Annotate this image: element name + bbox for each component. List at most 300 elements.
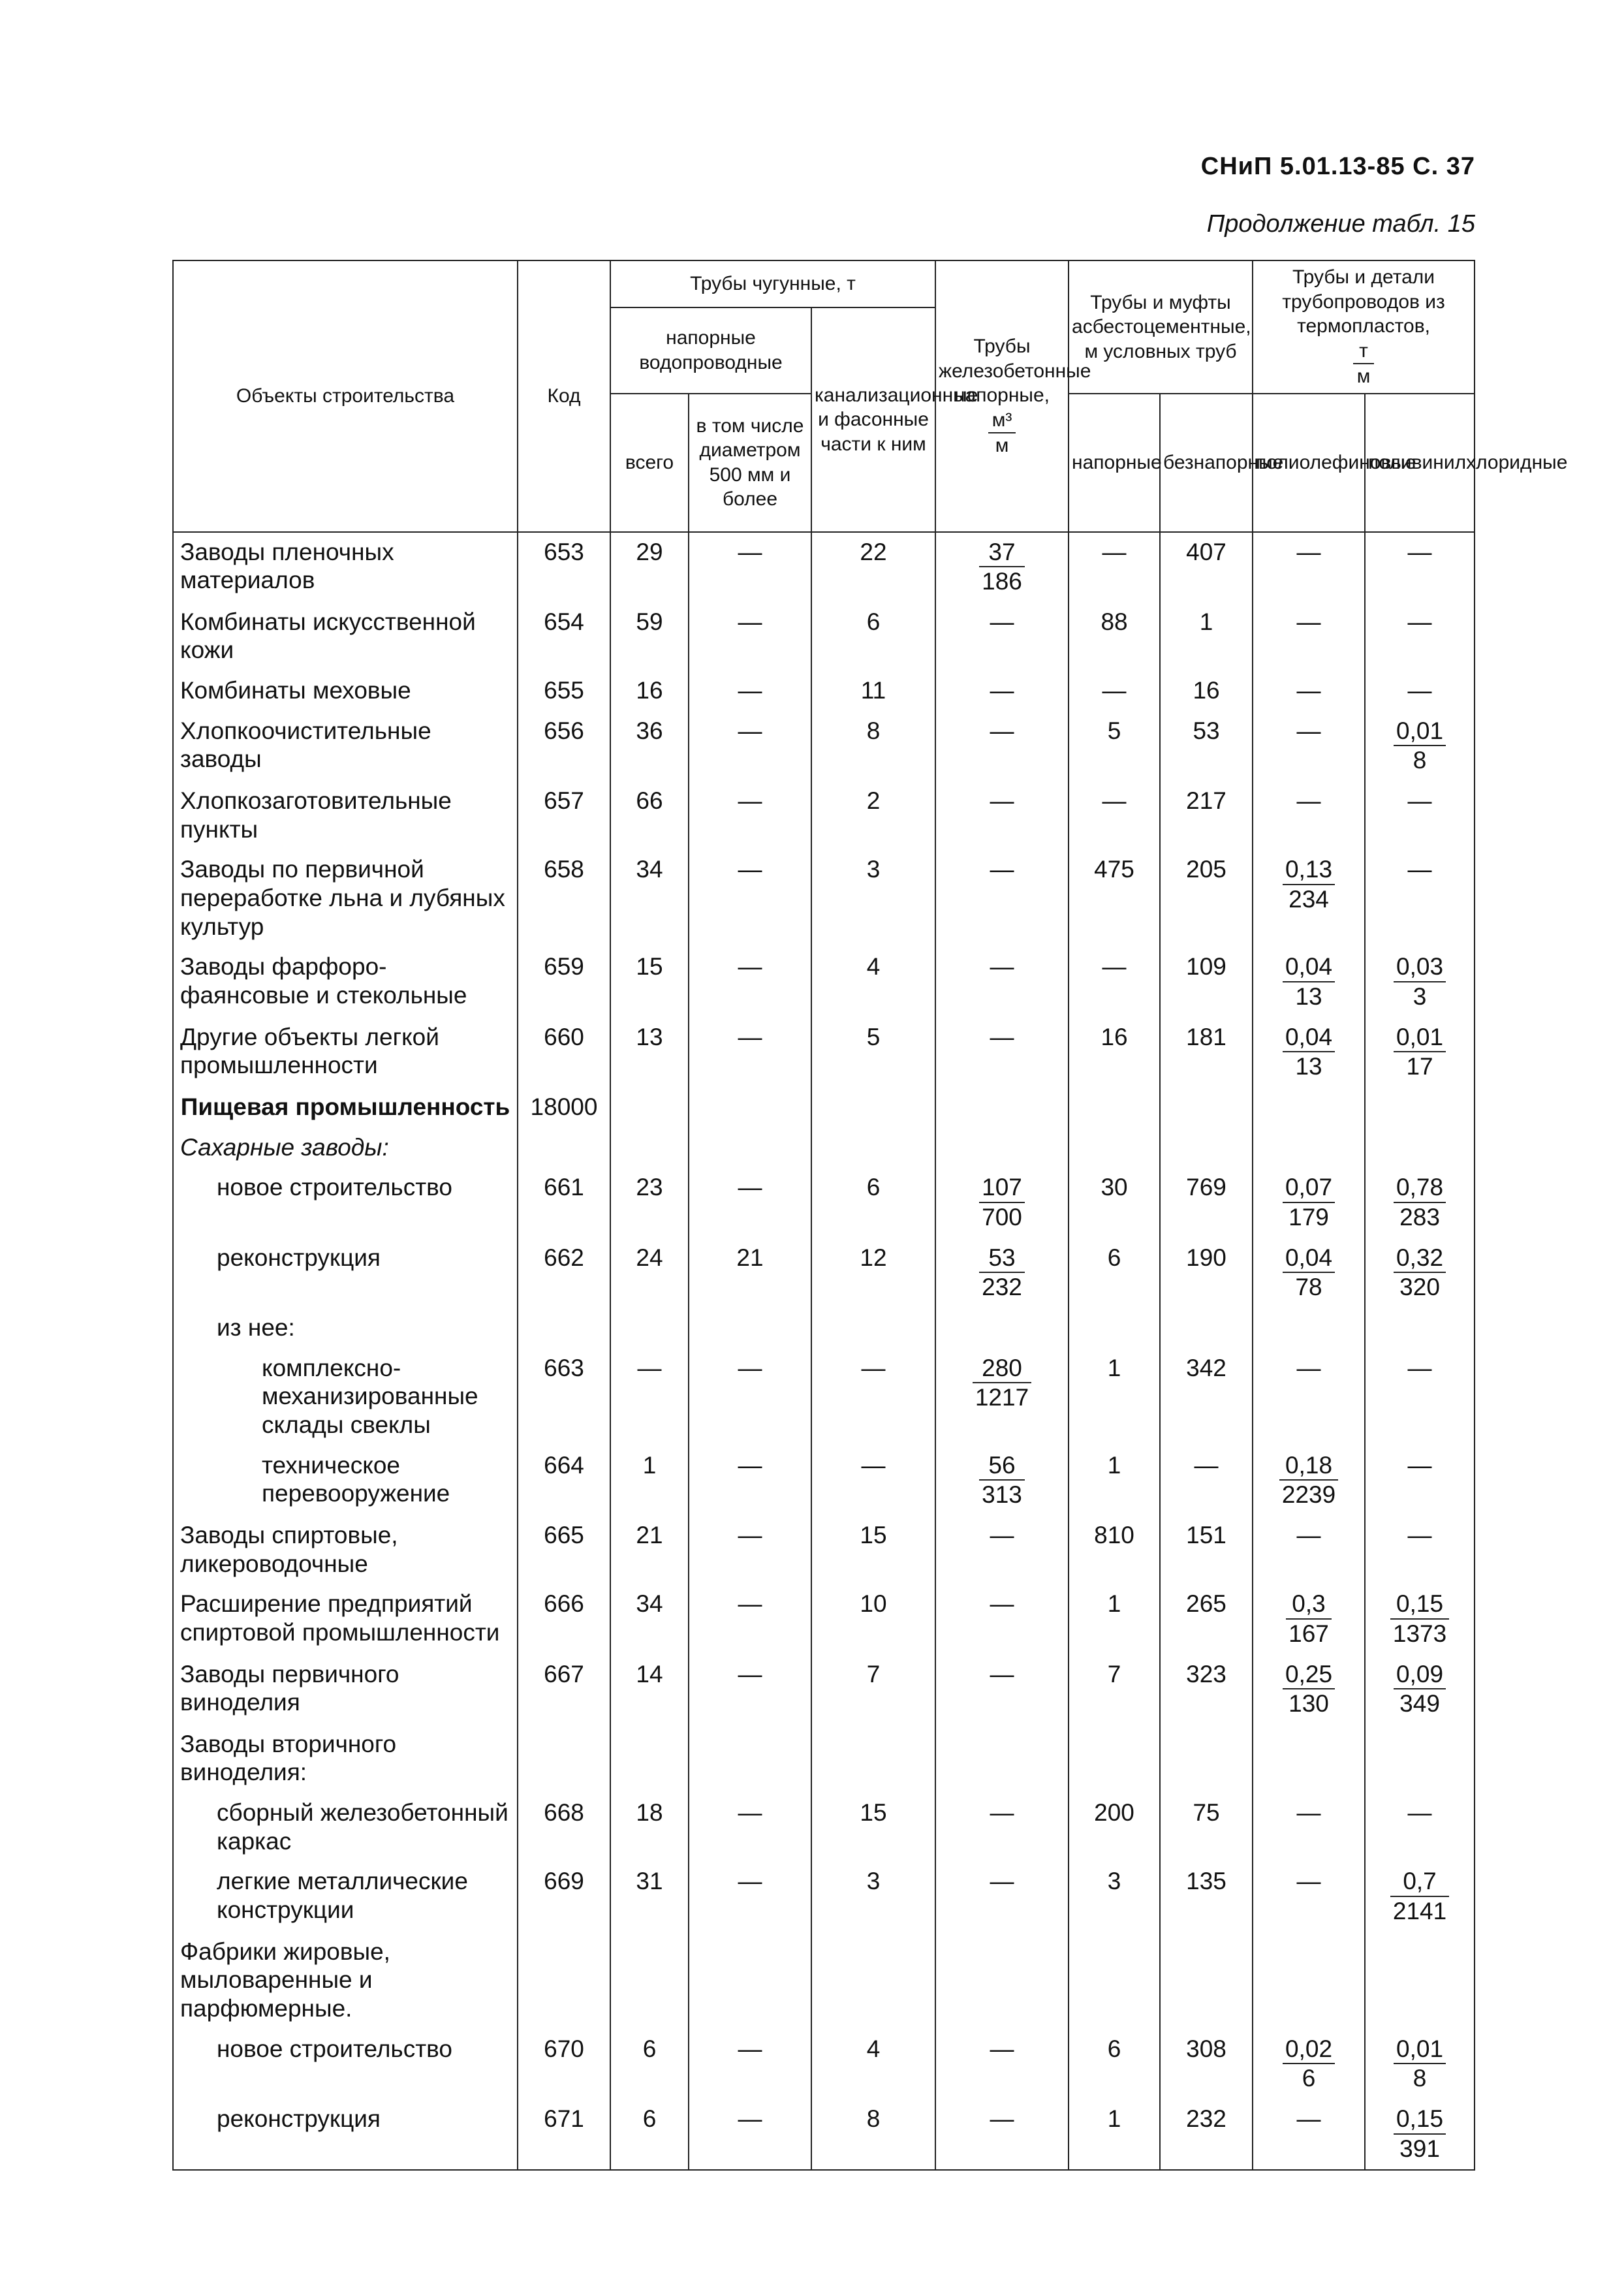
cell-rc-pipes: — [935, 1655, 1069, 1725]
fraction-denominator: 283 [1399, 1203, 1440, 1231]
cell-code: 663 [518, 1349, 610, 1446]
cell-asb-pressure: 6 [1069, 2030, 1160, 2099]
cell-polyolefin [1253, 1308, 1365, 1349]
table-row [173, 1584, 1475, 1654]
cell-sewer [811, 1725, 935, 1793]
cell-asb-nonpressure: 16 [1160, 671, 1253, 712]
cell-code: 670 [518, 2030, 610, 2099]
cell-polyolefin [1253, 1018, 1365, 1088]
cell-pvc: — [1365, 1349, 1475, 1446]
col-objects-header: Объекты строительства [173, 260, 518, 532]
cell-incl-500: — [689, 671, 811, 712]
pipes-table [172, 260, 1568, 2171]
cell-rc-pipes: — [935, 1516, 1069, 1584]
col-thermo-header [1253, 260, 1475, 394]
cell-pvc [1365, 1584, 1475, 1654]
fraction-value [1390, 1590, 1449, 1648]
fraction-value [1390, 1867, 1449, 1925]
cell-asb-pressure: 475 [1069, 850, 1160, 947]
cell-object: из нее: [173, 1308, 518, 1349]
col-asb-nonpressure-header: безнапорные [1160, 394, 1253, 532]
table-row [173, 532, 1475, 603]
cell-object: Расширение предприятий спиртовой промышленности [173, 1584, 518, 1654]
col-sewer-header: канализационные и фасонные части к ним [811, 307, 935, 532]
cell-pvc [1365, 1018, 1475, 1088]
cell-rc-pipes [935, 1308, 1069, 1349]
cell-total: 34 [610, 1584, 689, 1654]
cell-object: Пищевая промышленность [173, 1088, 518, 1128]
cell-rc-pipes: — [935, 603, 1069, 671]
table-header [173, 260, 1568, 532]
cell-code: 662 [518, 1238, 610, 1308]
fraction-numerator: 0,01 [1394, 2035, 1446, 2065]
fraction-numerator: 0,07 [1283, 1173, 1335, 1203]
cell-rc-pipes: — [935, 712, 1069, 781]
cell-object: Заводы пленочных материалов [173, 532, 518, 603]
table-row [173, 1018, 1475, 1088]
cell-asb-nonpressure: — [1160, 1446, 1253, 1516]
cell-code: 18000 [518, 1088, 610, 1128]
cell-incl-500: — [689, 603, 811, 671]
fraction-numerator: 0,03 [1394, 952, 1446, 982]
rc-unit-num: м³ [988, 408, 1016, 434]
cell-polyolefin: — [1253, 671, 1365, 712]
cell-sewer: 6 [811, 1168, 935, 1238]
cell-asb-nonpressure [1160, 1088, 1253, 1128]
fraction-numerator: 107 [979, 1173, 1025, 1203]
cell-code: 656 [518, 712, 610, 781]
cell-incl-500 [689, 1088, 811, 1128]
cell-rc-pipes [935, 1725, 1069, 1793]
fraction-denominator: 349 [1399, 1690, 1440, 1718]
fraction-numerator: 0,04 [1283, 1023, 1335, 1053]
fraction-numerator: 0,04 [1283, 1244, 1335, 1274]
cell-total: 24 [610, 1238, 689, 1308]
cell-object: Заводы первичного виноделия [173, 1655, 518, 1725]
cell-rc-pipes: — [935, 1584, 1069, 1654]
cell-incl-500 [689, 1308, 811, 1349]
fraction-denominator: 320 [1399, 1274, 1440, 1301]
cell-sewer: 4 [811, 947, 935, 1017]
cell-total: 13 [610, 1018, 689, 1088]
cell-sewer: 7 [811, 1655, 935, 1725]
cell-pvc: — [1365, 1516, 1475, 1584]
cell-incl-500: — [689, 1793, 811, 1862]
cell-object: новое строительство [173, 1168, 518, 1238]
cell-polyolefin: — [1253, 2099, 1365, 2170]
cell-code: 666 [518, 1584, 610, 1654]
cell-pvc [1365, 1168, 1475, 1238]
fraction-value [1283, 1244, 1335, 1302]
col-pvc-header: поливинилхлоридные [1365, 394, 1475, 532]
cell-asb-pressure: 5 [1069, 712, 1160, 781]
cell-incl-500: — [689, 712, 811, 781]
cell-total: 1 [610, 1446, 689, 1516]
cell-rc-pipes: — [935, 1793, 1069, 1862]
cell-asb-pressure [1069, 1308, 1160, 1349]
cell-total: 66 [610, 781, 689, 850]
fraction-denominator: 234 [1288, 886, 1329, 913]
cell-code: 657 [518, 781, 610, 850]
cell-sewer: 15 [811, 1793, 935, 1862]
cell-asb-nonpressure: 308 [1160, 2030, 1253, 2099]
cell-object: сборный железобетонный каркас [173, 1793, 518, 1862]
cell-pvc [1365, 1128, 1475, 1169]
cell-asb-nonpressure: 265 [1160, 1584, 1253, 1654]
cell-rc-pipes: — [935, 2030, 1069, 2099]
col-code-header: Код [518, 260, 610, 532]
cell-object: Заводы спиртовые, ликероводочные [173, 1516, 518, 1584]
table-row [173, 1088, 1475, 1128]
table-row [173, 603, 1475, 671]
cell-pvc: — [1365, 603, 1475, 671]
cell-code: 658 [518, 850, 610, 947]
fraction-denominator: 1373 [1392, 1620, 1447, 1647]
cell-object: новое строительство [173, 2030, 518, 2099]
cell-asb-pressure: 1 [1069, 1584, 1160, 1654]
cell-incl-500: — [689, 1446, 811, 1516]
cell-incl-500: — [689, 1349, 811, 1446]
cell-pvc: — [1365, 1793, 1475, 1862]
cell-asb-nonpressure: 181 [1160, 1018, 1253, 1088]
cell-asb-pressure [1069, 1128, 1160, 1169]
fraction-value [979, 538, 1025, 596]
cell-asb-nonpressure: 151 [1160, 1516, 1253, 1584]
thermo-label: Трубы и детали трубопроводов из термопластов, [1282, 266, 1445, 337]
thermo-unit-num: т [1353, 339, 1375, 365]
table-row [173, 1793, 1475, 1862]
fraction-numerator: 0,09 [1394, 1660, 1446, 1690]
cell-sewer: 4 [811, 2030, 935, 2099]
fraction-denominator: 179 [1288, 1203, 1329, 1231]
cell-pvc [1365, 1725, 1475, 1793]
cell-pvc [1365, 1088, 1475, 1128]
cell-total: 36 [610, 712, 689, 781]
fraction-numerator: 0,15 [1390, 1590, 1449, 1620]
fraction-numerator: 0,3 [1286, 1590, 1332, 1620]
fraction-value [1279, 1451, 1338, 1509]
table-row [173, 1932, 1475, 2030]
thermo-unit [1353, 339, 1375, 389]
cell-asb-nonpressure: 135 [1160, 1862, 1253, 1932]
cell-sewer [811, 1932, 935, 2030]
fraction-numerator: 0,15 [1394, 2105, 1446, 2135]
cell-asb-nonpressure: 217 [1160, 781, 1253, 850]
fraction-value [1394, 1244, 1446, 1302]
cell-object: реконструкция [173, 1238, 518, 1308]
fraction-denominator: 6 [1302, 2065, 1316, 2092]
cell-polyolefin [1253, 2030, 1365, 2099]
fraction-value [1283, 1660, 1335, 1718]
cell-asb-nonpressure [1160, 1725, 1253, 1793]
fraction-numerator: 37 [979, 538, 1025, 568]
cell-polyolefin: — [1253, 712, 1365, 781]
fraction-denominator: 700 [982, 1203, 1022, 1231]
cell-object: Другие объекты легкой промышленности [173, 1018, 518, 1088]
cell-code: 669 [518, 1862, 610, 1932]
table-row [173, 947, 1475, 1017]
cell-asb-pressure: 88 [1069, 603, 1160, 671]
fraction-value [1394, 1660, 1446, 1718]
cell-sewer: — [811, 1349, 935, 1446]
cell-code: 668 [518, 1793, 610, 1862]
cell-asb-pressure: — [1069, 947, 1160, 1017]
cell-polyolefin: — [1253, 1862, 1365, 1932]
fraction-value [973, 1354, 1031, 1412]
cell-pvc: — [1365, 850, 1475, 947]
cell-sewer: 5 [811, 1018, 935, 1088]
cell-object: легкие металлические конструкции [173, 1862, 518, 1932]
cell-asb-pressure: 200 [1069, 1793, 1160, 1862]
fraction-value [979, 1451, 1025, 1509]
cell-rc-pipes: — [935, 1018, 1069, 1088]
cell-incl-500 [689, 1932, 811, 2030]
cell-code: 660 [518, 1018, 610, 1088]
cell-total: 59 [610, 603, 689, 671]
fraction-denominator: 232 [982, 1274, 1022, 1301]
cell-total: 31 [610, 1862, 689, 1932]
cell-code [518, 1308, 610, 1349]
cell-object: Сахарные заводы: [173, 1128, 518, 1169]
fraction-numerator: 0,01 [1394, 717, 1446, 747]
cell-asb-nonpressure: 109 [1160, 947, 1253, 1017]
cell-sewer: 10 [811, 1584, 935, 1654]
cell-polyolefin [1253, 1168, 1365, 1238]
rc-unit-den: м [995, 435, 1009, 456]
fraction-numerator: 56 [979, 1451, 1025, 1481]
fraction-denominator: 313 [982, 1481, 1022, 1509]
fraction-denominator: 8 [1413, 2065, 1427, 2092]
fraction-numerator: 0,04 [1283, 952, 1335, 982]
cell-object: реконструкция [173, 2099, 518, 2170]
table-row [173, 1349, 1475, 1446]
fraction-numerator: 0,13 [1283, 855, 1335, 885]
cell-asb-pressure: 3 [1069, 1862, 1160, 1932]
cell-rc-pipes: — [935, 947, 1069, 1017]
cell-incl-500: — [689, 532, 811, 603]
fraction-denominator: 8 [1413, 747, 1427, 774]
cell-pvc [1365, 1862, 1475, 1932]
table-row [173, 1128, 1475, 1169]
cell-incl-500 [689, 1725, 811, 1793]
cell-object: Заводы фарфоро-фаянсовые и стекольные [173, 947, 518, 1017]
cell-sewer: 3 [811, 850, 935, 947]
cell-total: 15 [610, 947, 689, 1017]
cell-sewer: 22 [811, 532, 935, 603]
table-row [173, 850, 1475, 947]
cell-object: Хлопкозаготовительные пункты [173, 781, 518, 850]
cell-total: 18 [610, 1793, 689, 1862]
fraction-denominator: 1217 [975, 1384, 1029, 1411]
cell-rc-pipes [935, 1168, 1069, 1238]
cell-pvc [1365, 1308, 1475, 1349]
fraction-denominator: 13 [1295, 1053, 1322, 1080]
cell-rc-pipes [935, 1932, 1069, 2030]
cell-pvc: — [1365, 532, 1475, 603]
cell-total [610, 1725, 689, 1793]
cell-asb-pressure: 16 [1069, 1018, 1160, 1088]
fraction-numerator: 53 [979, 1244, 1025, 1274]
col-polyolefin-header: полиолефиновые [1253, 394, 1365, 532]
thermo-unit-den: м [1356, 366, 1371, 387]
cell-rc-pipes: — [935, 671, 1069, 712]
cell-code: 654 [518, 603, 610, 671]
cell-rc-pipes [935, 532, 1069, 603]
fraction-denominator: 13 [1295, 983, 1322, 1011]
document-code: СНиП 5.01.13-85 С. 37 [1200, 153, 1475, 180]
table-row [173, 712, 1475, 781]
cell-polyolefin: — [1253, 1793, 1365, 1862]
col-cast-iron-header: Трубы чугунные, т [610, 260, 935, 307]
cell-pvc [1365, 2030, 1475, 2099]
cell-code [518, 1725, 610, 1793]
cell-sewer: 3 [811, 1862, 935, 1932]
table-row [173, 1516, 1475, 1584]
cell-total: 6 [610, 2030, 689, 2099]
fraction-value [1283, 1023, 1335, 1081]
cell-asb-pressure: 30 [1069, 1168, 1160, 1238]
cell-polyolefin [1253, 1584, 1365, 1654]
fraction-numerator: 0,01 [1394, 1023, 1446, 1053]
cell-total: 21 [610, 1516, 689, 1584]
fraction-denominator: 167 [1288, 1620, 1329, 1647]
cell-asb-pressure [1069, 1088, 1160, 1128]
cell-polyolefin: — [1253, 1349, 1365, 1446]
fraction-numerator: 0,78 [1394, 1173, 1446, 1203]
cell-incl-500: — [689, 850, 811, 947]
fraction-numerator: 0,7 [1390, 1867, 1449, 1897]
cell-rc-pipes [935, 1446, 1069, 1516]
cell-rc-pipes [935, 1128, 1069, 1169]
cell-incl-500: — [689, 1862, 811, 1932]
cell-pvc [1365, 2099, 1475, 2170]
cell-asb-pressure: 1 [1069, 2099, 1160, 2170]
cell-code: 659 [518, 947, 610, 1017]
cell-sewer: — [811, 1446, 935, 1516]
fraction-numerator: 0,32 [1394, 1244, 1446, 1274]
cell-pvc: — [1365, 671, 1475, 712]
cell-asb-nonpressure [1160, 1932, 1253, 2030]
cell-asb-nonpressure: 342 [1160, 1349, 1253, 1446]
cell-polyolefin [1253, 1725, 1365, 1793]
cell-sewer: 15 [811, 1516, 935, 1584]
cell-sewer: 2 [811, 781, 935, 850]
fraction-value [1394, 2035, 1446, 2093]
cell-incl-500: — [689, 2099, 811, 2170]
fraction-value [1394, 2105, 1446, 2163]
fraction-denominator: 130 [1288, 1690, 1329, 1718]
cell-rc-pipes: — [935, 2099, 1069, 2170]
cell-incl-500 [689, 1128, 811, 1169]
cell-sewer: 8 [811, 2099, 935, 2170]
cell-asb-nonpressure [1160, 1128, 1253, 1169]
cell-incl-500: — [689, 2030, 811, 2099]
cell-incl-500: — [689, 1018, 811, 1088]
cell-polyolefin [1253, 1088, 1365, 1128]
cell-asb-pressure: — [1069, 671, 1160, 712]
cell-code: 671 [518, 2099, 610, 2170]
col-total-header: всего [610, 394, 689, 532]
cell-incl-500: — [689, 1168, 811, 1238]
table-row [173, 1308, 1475, 1349]
cell-incl-500: — [689, 781, 811, 850]
table-row [173, 1168, 1475, 1238]
cell-polyolefin [1253, 1655, 1365, 1725]
cell-polyolefin: — [1253, 781, 1365, 850]
cell-total [610, 1088, 689, 1128]
col-incl-500-header: в том числе диаметром 500 мм и более [689, 394, 811, 532]
table-row [173, 1446, 1475, 1516]
fraction-value [1394, 1173, 1446, 1231]
fraction-numerator: 0,25 [1283, 1660, 1335, 1690]
fraction-value [1286, 1590, 1332, 1648]
cell-incl-500: 21 [689, 1238, 811, 1308]
table-row [173, 1238, 1475, 1308]
cell-asb-pressure: — [1069, 781, 1160, 850]
cell-incl-500: — [689, 947, 811, 1017]
cell-polyolefin [1253, 947, 1365, 1017]
cell-object: Комбинаты меховые [173, 671, 518, 712]
fraction-value [1283, 952, 1335, 1011]
cell-sewer [811, 1308, 935, 1349]
cell-polyolefin [1253, 850, 1365, 947]
cell-total: 29 [610, 532, 689, 603]
cell-asb-nonpressure: 323 [1160, 1655, 1253, 1725]
cell-object: комплексно-механизированные склады свеклы [173, 1349, 518, 1446]
cell-code: 667 [518, 1655, 610, 1725]
cell-asb-pressure [1069, 1725, 1160, 1793]
cell-code [518, 1128, 610, 1169]
cell-total: 14 [610, 1655, 689, 1725]
cell-pvc: — [1365, 1446, 1475, 1516]
fraction-value [1394, 1023, 1446, 1081]
cell-object: Хлопкоочистительные заводы [173, 712, 518, 781]
fraction-numerator: 0,02 [1283, 2035, 1335, 2065]
fraction-denominator: 3 [1413, 983, 1427, 1011]
fraction-denominator: 2239 [1281, 1481, 1336, 1509]
cell-object: техническое перевооружение [173, 1446, 518, 1516]
table-row [173, 2030, 1475, 2099]
cell-total [610, 1308, 689, 1349]
rc-unit [988, 408, 1016, 458]
cell-incl-500: — [689, 1655, 811, 1725]
fraction-value [1283, 855, 1335, 913]
table-row [173, 781, 1475, 850]
cell-code: 661 [518, 1168, 610, 1238]
fraction-value [979, 1244, 1025, 1302]
table-row [173, 1725, 1475, 1793]
cell-code: 655 [518, 671, 610, 712]
cell-asb-nonpressure: 232 [1160, 2099, 1253, 2170]
fraction-denominator: 186 [982, 568, 1022, 595]
cell-total: 6 [610, 2099, 689, 2170]
cell-rc-pipes [935, 1238, 1069, 1308]
cell-code: 665 [518, 1516, 610, 1584]
cell-object: Заводы вторичного виноделия: [173, 1725, 518, 1793]
table-row [173, 1862, 1475, 1932]
cell-total: — [610, 1349, 689, 1446]
cell-total: 34 [610, 850, 689, 947]
cell-rc-pipes: — [935, 781, 1069, 850]
cell-code [518, 1932, 610, 2030]
cell-polyolefin [1253, 1932, 1365, 2030]
cell-polyolefin [1253, 1446, 1365, 1516]
cell-asb-pressure: 1 [1069, 1349, 1160, 1446]
cell-asb-nonpressure: 205 [1160, 850, 1253, 947]
cell-asb-pressure [1069, 1932, 1160, 2030]
table-body [173, 532, 1475, 2171]
fraction-value [1283, 2035, 1335, 2093]
